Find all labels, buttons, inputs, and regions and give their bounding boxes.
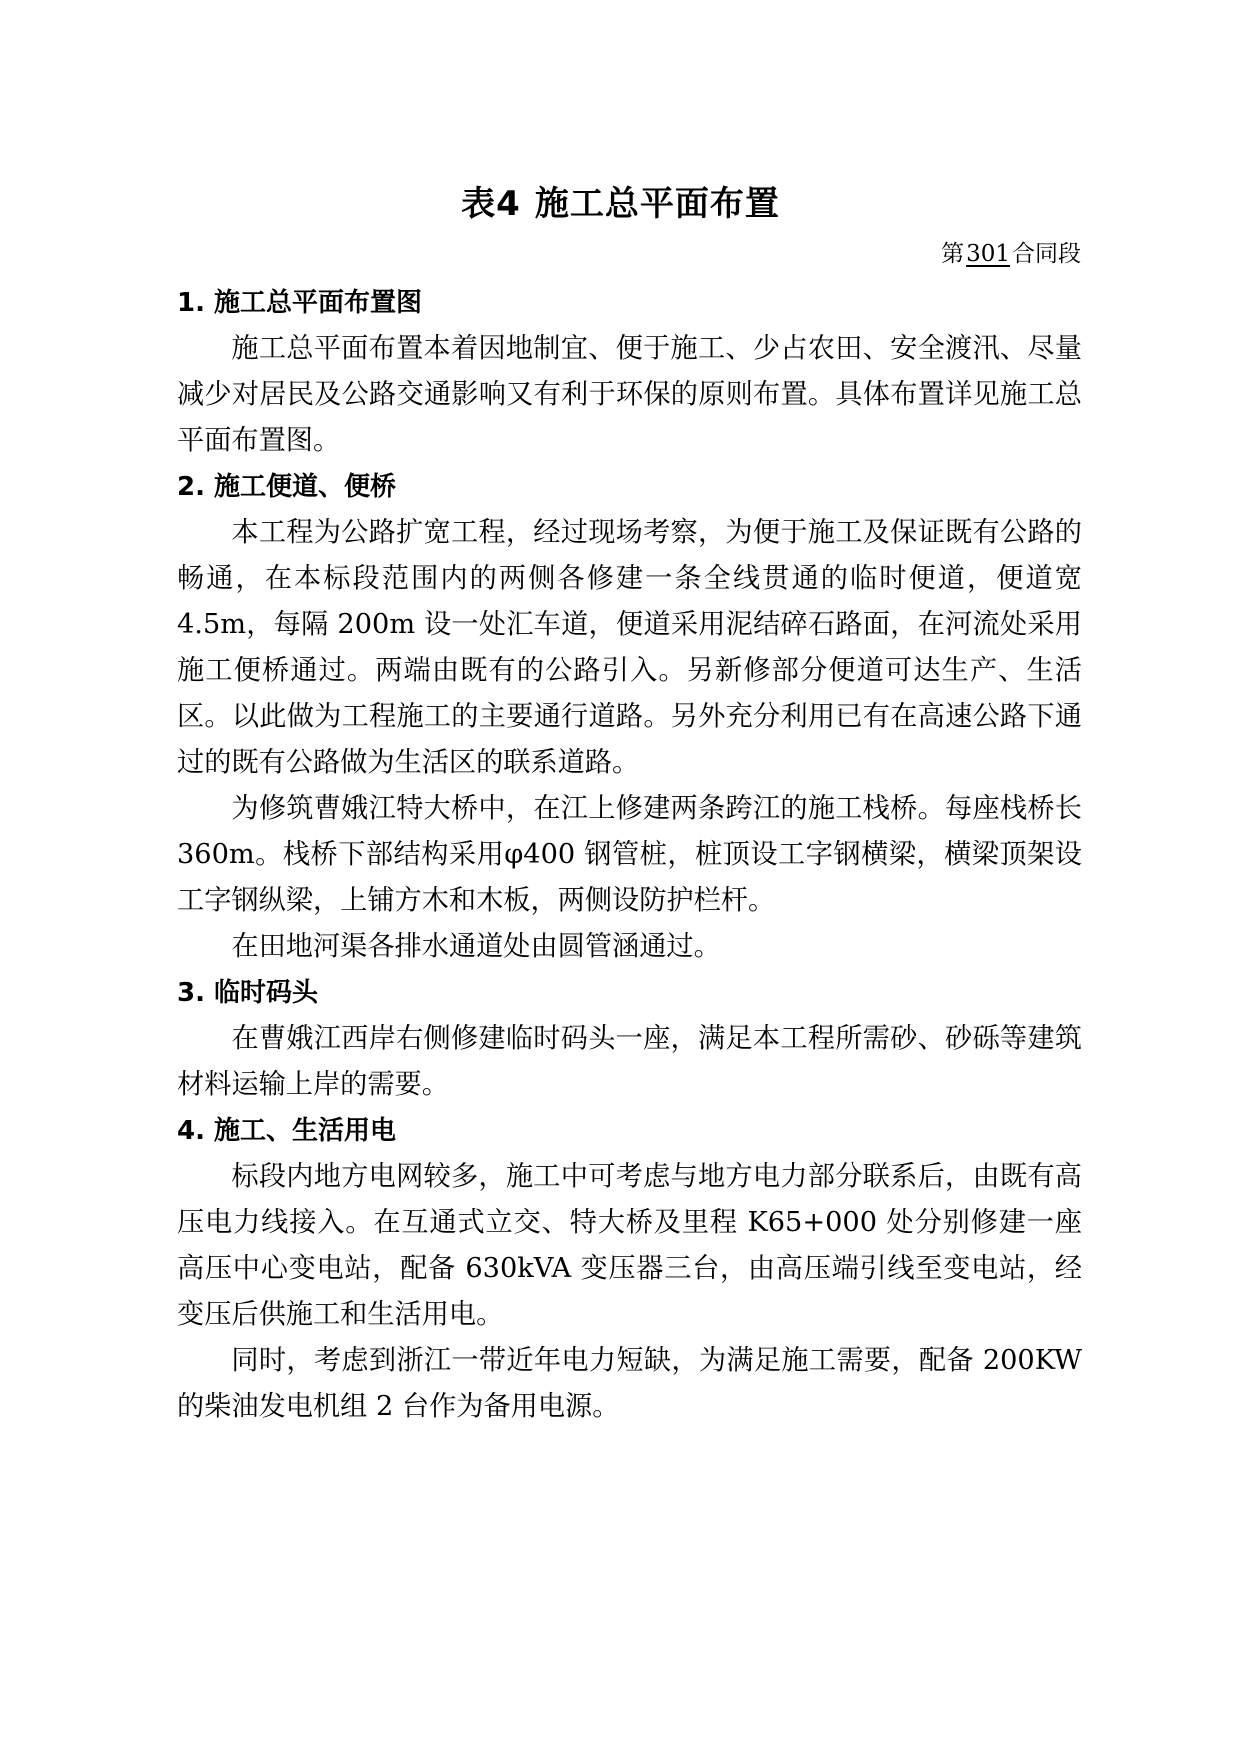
paragraph: 施工总平面布置本着因地制宜、便于施工、少占农田、安全渡汛、尽量减少对居民及公路交通影响又有利于环保的原则布置。具体布置详见施工总平面布置图。 xyxy=(177,333,1082,456)
paragraph: 在曹娥江西岸右侧修建临时码头一座，满足本工程所需砂、砂砾等建筑材料运输上岸的需要。 xyxy=(177,1023,1082,1100)
section-1 xyxy=(177,280,1082,464)
title-text: 施工总平面布置 xyxy=(534,184,780,224)
contract-section-label xyxy=(941,238,1081,270)
paragraph: 本工程为公路扩宽工程，经过现场考察，为便于施工及保证既有公路的畅通，在本标段范围内的两侧各修建一条全线贯通的临时便道，便道宽 4.5m，每隔 200m 设一处汇车道，便道采用泥结碎石路面，在河流处采用施工便桥通过。两端由既有的公路引入。另新修部分便道可达生产、生活区。以此做为工程施工的主要通行道路。另外充分利用已有在高速公路下通过的既有公路做为生活区的联系道路。 xyxy=(177,517,1082,778)
table-number: 表4 xyxy=(461,184,521,224)
section-heading: 2. 施工便道、便桥 xyxy=(177,472,397,502)
document-body xyxy=(177,280,1082,1440)
page-title xyxy=(0,182,1241,226)
contract-suffix: 合同段 xyxy=(1012,241,1081,267)
section-heading: 4. 施工、生活用电 xyxy=(177,1116,397,1146)
section-2 xyxy=(177,464,1082,970)
section-3 xyxy=(177,970,1082,1108)
paragraph: 同时，考虑到浙江一带近年电力短缺，为满足施工需要，配备 200KW 的柴油发电机组 2 台作为备用电源。 xyxy=(177,1345,1082,1422)
section-heading: 3. 临时码头 xyxy=(177,978,319,1008)
spacer xyxy=(177,1430,1082,1440)
paragraph: 在田地河渠各排水通道处由圆管涵通过。 xyxy=(231,931,721,962)
paragraph: 标段内地方电网较多，施工中可考虑与地方电力部分联系后，由既有高压电力线接入。在互通式立交、特大桥及里程 K65+000 处分别修建一座高压中心变电站，配备 630kVA 变压器三台，由高压端引线至变电站，经变压后供施工和生活用电。 xyxy=(177,1161,1082,1330)
paragraph: 为修筑曹娥江特大桥中，在江上修建两条跨江的施工栈桥。每座栈桥长 360m。栈桥下部结构采用φ400 钢管桩，桩顶设工字钢横梁，横梁顶架设工字钢纵梁，上铺方木和木板，两侧设防护栏杆。 xyxy=(177,793,1082,916)
section-heading: 1. 施工总平面布置图 xyxy=(177,288,423,318)
section-4 xyxy=(177,1108,1082,1430)
contract-prefix: 第 xyxy=(941,241,965,267)
contract-number: 301 xyxy=(966,241,1010,267)
